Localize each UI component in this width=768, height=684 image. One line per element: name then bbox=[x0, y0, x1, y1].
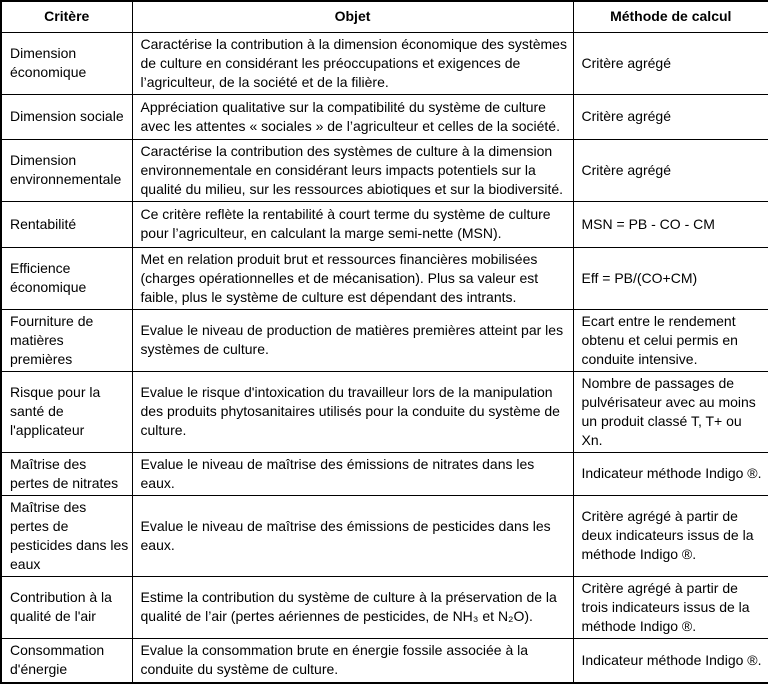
table-row bbox=[1, 576, 768, 638]
cell-critere: Consommation d'énergie bbox=[1, 638, 132, 683]
cell-methode: MSN = PB - CO - CM bbox=[573, 201, 768, 247]
cell-methode: Critère agrégé bbox=[573, 32, 768, 94]
table-row bbox=[1, 371, 768, 452]
cell-methode: Nombre de passages de pulvérisateur avec au moins un produit classé T, T+ ou Xn. bbox=[573, 371, 768, 452]
cell-objet: Estime la contribution du système de culture à la préservation de la qualité de l’air (pertes aériennes de pesticides, de NH₃ et N₂O). bbox=[132, 576, 573, 638]
table-row bbox=[1, 201, 768, 247]
cell-critere: Fourniture de matières premières bbox=[1, 309, 132, 371]
table-row bbox=[1, 139, 768, 201]
table-row bbox=[1, 638, 768, 683]
cell-methode: Critère agrégé bbox=[573, 94, 768, 139]
cell-methode: Critère agrégé à partir de trois indicateurs issus de la méthode Indigo ®. bbox=[573, 576, 768, 638]
cell-critere: Dimension économique bbox=[1, 32, 132, 94]
cell-objet: Evalue le risque d'intoxication du travailleur lors de la manipulation des produits phytosanitaires utilisés pour la conduite du système de culture. bbox=[132, 371, 573, 452]
cell-objet: Caractérise la contribution des systèmes de culture à la dimension environnementale en considérant leurs impacts potentiels sur la qualité du milieu, sur les ressources abiotiques et sur la biodiversité. bbox=[132, 139, 573, 201]
cell-critere: Efficience économique bbox=[1, 247, 132, 309]
cell-critere: Maîtrise des pertes de pesticides dans les eaux bbox=[1, 495, 132, 576]
cell-critere: Dimension environnementale bbox=[1, 139, 132, 201]
cell-methode: Critère agrégé bbox=[573, 139, 768, 201]
table-row bbox=[1, 94, 768, 139]
column-header-methode: Méthode de calcul bbox=[573, 1, 768, 32]
table-row bbox=[1, 452, 768, 495]
column-header-objet: Objet bbox=[132, 1, 573, 32]
cell-objet: Met en relation produit brut et ressources financières mobilisées (charges opérationnelles et de mécanisation). Plus sa valeur est faible, plus le système de culture est dépendant des intrants. bbox=[132, 247, 573, 309]
cell-methode: Critère agrégé à partir de deux indicateurs issus de la méthode Indigo ®. bbox=[573, 495, 768, 576]
cell-methode: Indicateur méthode Indigo ®. bbox=[573, 452, 768, 495]
cell-critere: Rentabilité bbox=[1, 201, 132, 247]
cell-methode: Indicateur méthode Indigo ®. bbox=[573, 638, 768, 683]
cell-critere: Maîtrise des pertes de nitrates bbox=[1, 452, 132, 495]
cell-critere: Dimension sociale bbox=[1, 94, 132, 139]
cell-objet: Evalue le niveau de production de matières premières atteint par les systèmes de culture. bbox=[132, 309, 573, 371]
header-row bbox=[1, 1, 768, 32]
table-row bbox=[1, 32, 768, 94]
cell-methode: Eff = PB/(CO+CM) bbox=[573, 247, 768, 309]
cell-objet: Ce critère reflète la rentabilité à court terme du système de culture pour l’agriculteur, en calculant la marge semi-nette (MSN). bbox=[132, 201, 573, 247]
table-row bbox=[1, 247, 768, 309]
cell-methode: Ecart entre le rendement obtenu et celui permis en conduite intensive. bbox=[573, 309, 768, 371]
cell-objet: Evalue le niveau de maîtrise des émissions de nitrates dans les eaux. bbox=[132, 452, 573, 495]
cell-objet: Appréciation qualitative sur la compatibilité du système de culture avec les attentes « sociales » de l’agriculteur et celles de la société. bbox=[132, 94, 573, 139]
cell-objet: Caractérise la contribution à la dimension économique des systèmes de culture en considérant les préoccupations et exigences de l’agriculteur, de la société et de la filière. bbox=[132, 32, 573, 94]
column-header-critere: Critère bbox=[1, 1, 132, 32]
table-row bbox=[1, 495, 768, 576]
cell-objet: Evalue la consommation brute en énergie fossile associée à la conduite du système de culture. bbox=[132, 638, 573, 683]
cell-objet: Evalue le niveau de maîtrise des émissions de pesticides dans les eaux. bbox=[132, 495, 573, 576]
cell-critere: Risque pour la santé de l'applicateur bbox=[1, 371, 132, 452]
table-row bbox=[1, 309, 768, 371]
cell-critere: Contribution à la qualité de l'air bbox=[1, 576, 132, 638]
